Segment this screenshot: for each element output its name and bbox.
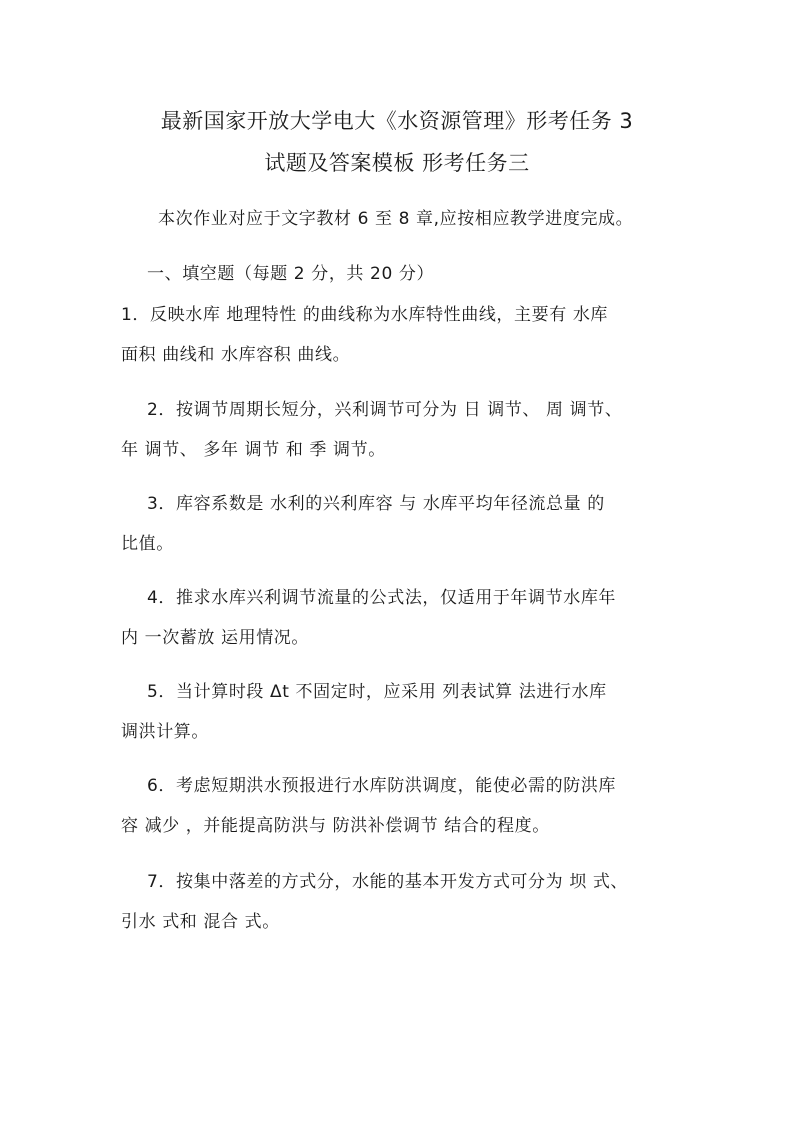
question-3-line-2: 比值。 xyxy=(121,534,174,554)
section-heading: 一、填空题（每题 2 分，共 20 分） xyxy=(147,264,435,284)
question-4-line-1: 4．推求水库兴利调节流量的公式法，仅适用于年调节水库年 xyxy=(147,588,617,608)
question-2-line-2: 年 调节、 多年 调节 和 季 调节。 xyxy=(121,440,386,460)
question-2-line-1: 2．按调节周期长短分，兴利调节可分为 日 调节、 周 调节、 xyxy=(147,400,623,420)
document-title-line-1: 最新国家开放大学电大《水资源管理》形考任务 3 xyxy=(160,109,634,133)
question-6-line-2: 容 减少 ，并能提高防洪与 防洪补偿调节 结合的程度。 xyxy=(121,816,550,836)
question-3-line-1: 3．库容系数是 水利的兴利库容 与 水库平均年径流总量 的 xyxy=(147,494,605,514)
question-1-line-1: 1．反映水库 地理特性 的曲线称为水库特性曲线，主要有 水库 xyxy=(121,305,609,325)
question-4-line-2: 内 一次蓄放 运用情况。 xyxy=(121,628,310,648)
document-title-line-2: 试题及答案模板 形考任务三 xyxy=(264,151,530,175)
assignment-intro: 本次作业对应于文字教材 6 至 8 章,应按相应教学进度完成。 xyxy=(158,209,634,229)
question-7-line-1: 7．按集中落差的方式分，水能的基本开发方式可分为 坝 式、 xyxy=(147,872,629,892)
question-1-line-2: 面积 曲线和 水库容积 曲线。 xyxy=(121,345,351,365)
question-6-line-1: 6．考虑短期洪水预报进行水库防洪调度，能使必需的防洪库 xyxy=(147,776,617,796)
question-5-line-1: 5．当计算时段 Δt 不固定时，应采用 列表试算 法进行水库 xyxy=(147,682,607,702)
question-7-line-2: 引水 式和 混合 式。 xyxy=(121,912,280,932)
question-5-line-2: 调洪计算。 xyxy=(121,722,209,742)
